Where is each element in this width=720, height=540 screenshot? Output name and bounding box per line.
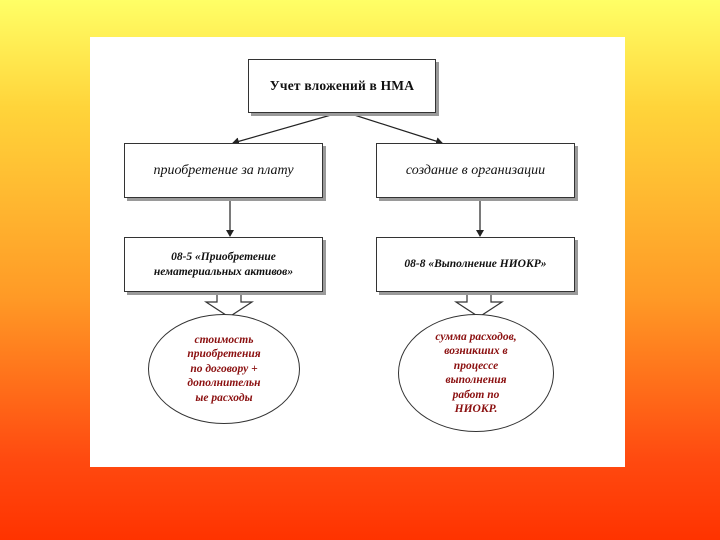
- result-ellipse-purchase: [148, 314, 300, 424]
- connector-root-right: [348, 113, 442, 143]
- account-node-08-5-line: 08-5 «Приобретение: [171, 250, 276, 263]
- branch-node-creation: [376, 143, 575, 198]
- result-ellipse-creation-line: работ по: [452, 388, 500, 401]
- result-ellipse-creation-line: выполнения: [445, 374, 507, 386]
- branch-node-purchase: [124, 143, 323, 198]
- account-node-08-5: [124, 237, 323, 292]
- result-ellipse-creation-line: сумма расходов,: [435, 330, 517, 343]
- result-ellipse-purchase-line: стоимость: [194, 333, 254, 346]
- result-ellipse-creation: [398, 314, 554, 432]
- slide-canvas: [90, 37, 625, 467]
- result-ellipse-purchase-line: ые расходы: [195, 391, 253, 404]
- connector-root-left: [233, 113, 338, 143]
- result-ellipse-creation-line: процессе: [453, 359, 499, 372]
- result-ellipse-purchase-line: дополнительн: [187, 377, 261, 390]
- branch-node-creation-label: создание в организации: [405, 162, 546, 178]
- result-ellipse-creation-line: возникших в: [444, 345, 508, 357]
- root-node-label: Учет вложений в НМА: [269, 78, 415, 93]
- root-node: [248, 59, 436, 113]
- result-ellipse-purchase-line: приобретения: [187, 348, 261, 361]
- branch-node-purchase-label: приобретение за плату: [153, 162, 294, 178]
- result-ellipse-purchase-line: по договору +: [190, 362, 258, 375]
- account-node-08-8: [376, 237, 575, 292]
- account-node-08-5-line: нематериальных активов»: [153, 265, 294, 278]
- result-ellipse-creation-line: НИОКР.: [454, 403, 498, 415]
- account-node-08-8-line: 08-8 «Выполнение НИОКР»: [404, 258, 547, 270]
